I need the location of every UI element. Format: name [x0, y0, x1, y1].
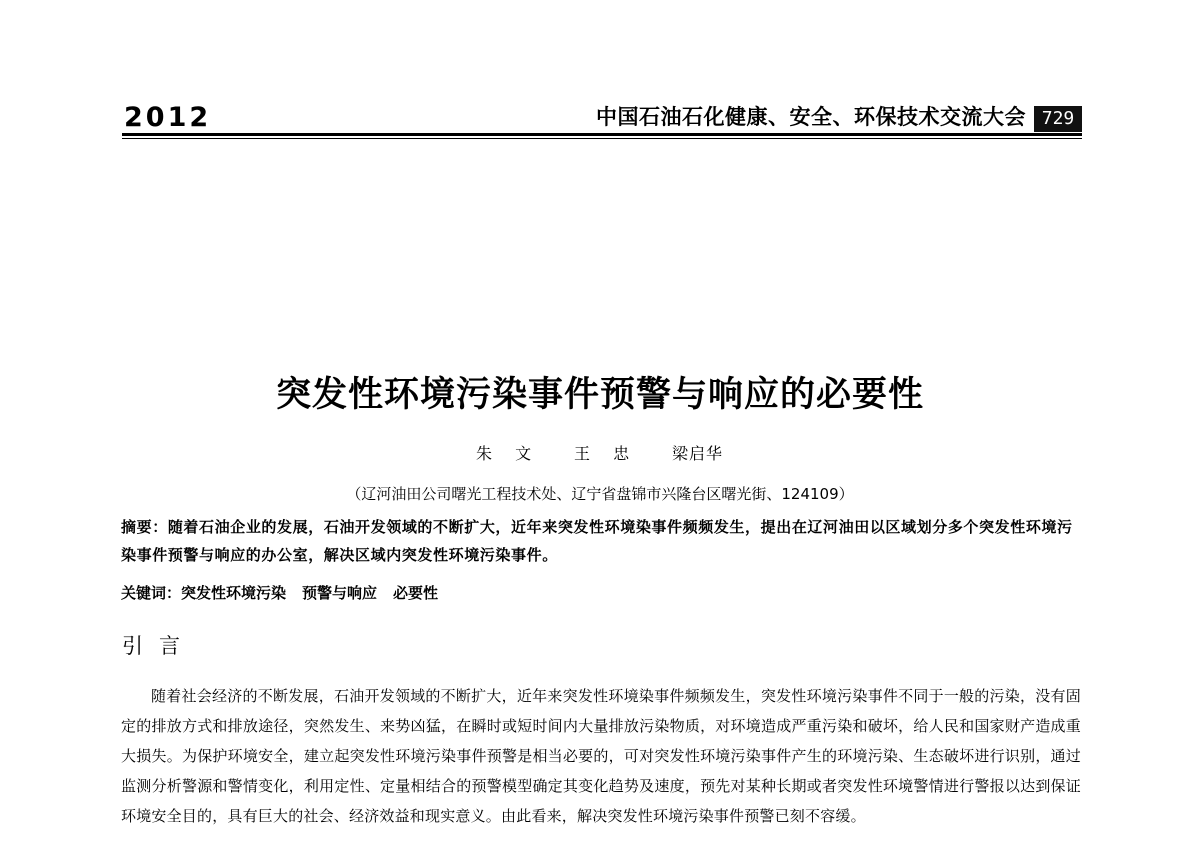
- running-header: [122, 98, 1082, 140]
- paper-title: 突发性环境污染事件预警与响应的必要性: [275, 375, 924, 415]
- author-name: 朱 文: [476, 444, 541, 463]
- author-name: 梁启华: [672, 444, 724, 463]
- body-paragraph: 随着社会经济的不断发展，石油开发领域的不断扩大，近年来突发性环境染事件频频发生，突发性环境污染事件不同于一般的污染，没有固定的排放方式和排放途径，突然发生、来势凶猛，在瞬时或短时间内大量排放污染物质，对环境造成严重污染和破坏，给人民和国家财产造成重大损失。为保护环境安全，建立起突发性环境污染事件预警是相当必要的，可对突发性环境污染事件产生的环境污染、生态破坏进行识别，通过监测分析警源和警情变化，利用定性、定量相结合的预警模型确定其变化趋势及速度，预先对某种长期或者突发性环境警情进行警报以达到保证环境安全目的，具有巨大的社会、经济效益和现实意义。由此看来，解决突发性环境污染事件预警已刻不容缓。: [121, 687, 1081, 825]
- header-year: 2012: [124, 102, 212, 133]
- keyword: 突发性环境污染: [181, 584, 287, 602]
- section-heading: 引言: [122, 634, 196, 658]
- keywords-label: 关键词：: [121, 584, 182, 602]
- header-rule-thin: [122, 138, 1082, 139]
- affiliation: （辽河油田公司曙光工程技术处、辽宁省盘锦市兴隆台区曙光街、124109）: [346, 485, 854, 503]
- keywords: [121, 580, 1081, 606]
- keyword: 预警与响应: [302, 584, 378, 602]
- page-number: 729: [1034, 106, 1082, 132]
- abstract-text: 随着石油企业的发展，石油开发领域的不断扩大，近年来突发性环境染事件频频发生，提出在辽河油田以区域划分多个突发性环境污染事件预警与响应的办公室，解决区域内突发性环境污染事件。: [121, 518, 1073, 564]
- abstract-label: 摘要：: [121, 518, 168, 536]
- header-rule-thick: [122, 133, 1082, 136]
- abstract: [121, 513, 1081, 569]
- author-name: 王 忠: [574, 444, 639, 463]
- header-conference-title: 中国石油石化健康、安全、环保技术交流大会: [596, 105, 1026, 129]
- keyword: 必要性: [393, 584, 439, 602]
